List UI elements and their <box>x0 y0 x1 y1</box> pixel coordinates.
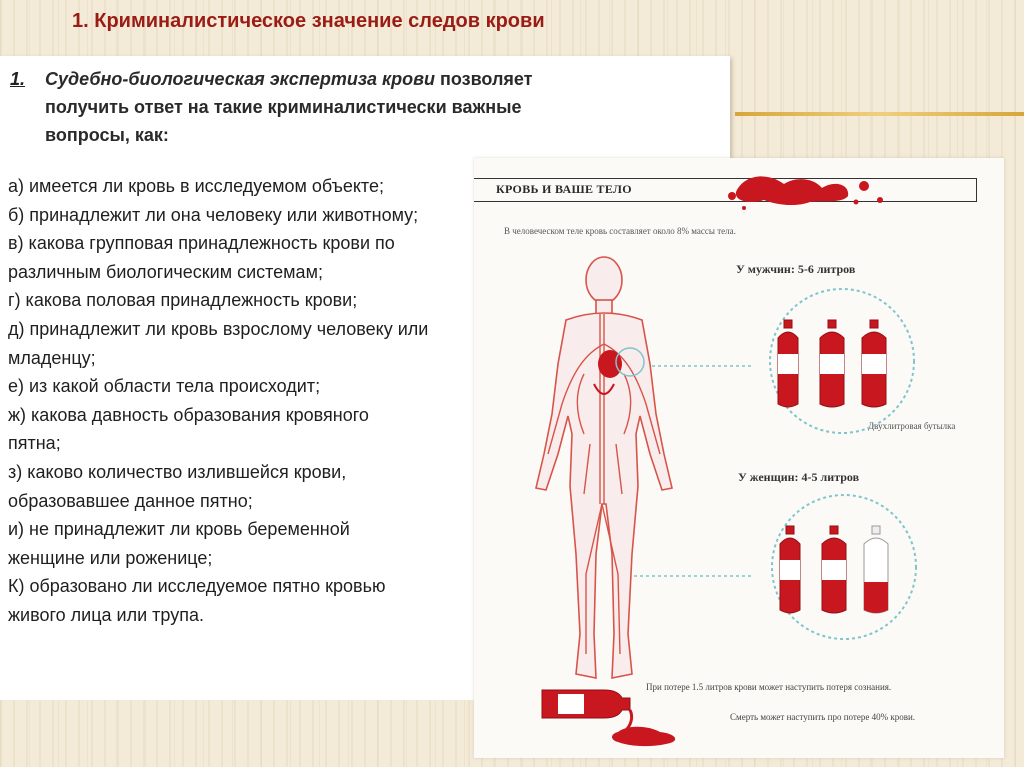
infographic-title: КРОВЬ И ВАШЕ ТЕЛО <box>496 182 632 196</box>
list-item: женщине или роженице; <box>8 547 213 568</box>
list-item: живого лица или трупа. <box>8 604 204 625</box>
list-item: з) каково количество излившейся крови, <box>8 461 347 482</box>
list-item: различным биологическим системам; <box>8 261 323 282</box>
header-line-1-rest: позволяет <box>435 69 533 89</box>
list-item: б) принадлежит ли она человеку или животному; <box>8 204 419 225</box>
infographic-intro: В человеческом теле кровь составляет около 8% массы тела. <box>504 226 736 236</box>
list-item: младенцу; <box>8 347 96 368</box>
header-italic-term: Судебно-биологическая экспертиза крови <box>45 69 435 89</box>
decorative-gold-line <box>735 112 1024 116</box>
note-death: Смерть может наступить про потере 40% крови. <box>730 712 916 722</box>
slide-title: 1. Криминалистическое значение следов крови <box>72 10 545 32</box>
list-item: и) не принадлежит ли кровь беременной <box>8 519 350 540</box>
list-item: е) из какой области тела происходит; <box>8 376 321 397</box>
list-item: К) образовано ли исследуемое пятно кровью <box>8 576 386 597</box>
header-line-3: вопросы, как: <box>45 125 169 145</box>
header-number: 1. <box>10 69 26 89</box>
list-item: пятна; <box>8 433 61 454</box>
men-bottles-icon <box>752 286 932 436</box>
women-volume-label: У женщин: 4-5 литров <box>738 470 860 484</box>
list-item: г) какова половая принадлежность крови; <box>8 290 358 311</box>
list-item: ж) какова давность образования кровяного <box>8 404 369 425</box>
header-line-2: получить ответ на такие криминалистически важные <box>45 97 522 117</box>
list-item: д) принадлежит ли кровь взрослому человеку или <box>8 318 429 339</box>
women-bottles-icon <box>754 492 934 642</box>
list-item: в) какова групповая принадлежность крови по <box>8 233 395 254</box>
list-item: образовавшее данное пятно; <box>8 490 253 511</box>
bottle-caption: Двухлитровая бутылка <box>868 421 956 431</box>
note-consciousness-loss: При потере 1.5 литров крови может наступить потеря сознания. <box>646 682 892 692</box>
header-line-1 <box>45 69 532 90</box>
questions-list <box>8 172 568 630</box>
men-volume-label: У мужчин: 5-6 литров <box>736 262 856 276</box>
list-item: а) имеется ли кровь в исследуемом объекте; <box>8 176 384 196</box>
question-header <box>0 56 730 160</box>
